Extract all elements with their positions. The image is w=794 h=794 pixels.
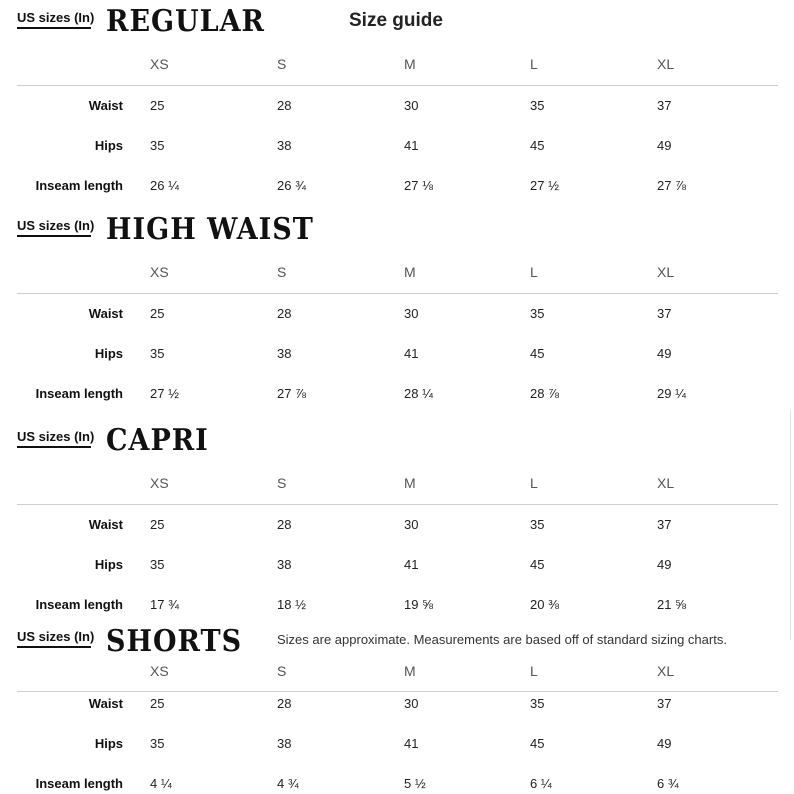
size-column-header: L: [530, 56, 538, 72]
unit-label: US sizes (In): [17, 10, 95, 25]
row-label: Hips: [94, 138, 123, 153]
measurement-cell: 25: [150, 306, 165, 321]
measurement-cell: 41: [404, 138, 419, 153]
measurement-cell: 45: [530, 138, 545, 153]
measurement-cell: 27 ⅞: [277, 386, 306, 401]
measurement-cell: 28 ⅞: [530, 386, 559, 401]
measurement-cell: 21 ⅝: [657, 597, 686, 612]
unit-underline: [17, 646, 91, 648]
size-column-header: XS: [150, 663, 169, 679]
size-column-header: M: [404, 475, 416, 491]
measurement-cell: 27 ½: [150, 386, 179, 401]
measurement-cell: 28: [277, 98, 292, 113]
section-title: CAPRI: [106, 423, 209, 458]
size-column-header: L: [530, 264, 538, 280]
size-column-header: L: [530, 475, 538, 491]
size-column-header: XL: [657, 663, 675, 679]
size-column-header: S: [277, 663, 287, 679]
header-divider: [17, 293, 778, 294]
measurement-cell: 35: [150, 346, 165, 361]
measurement-cell: 49: [657, 346, 672, 361]
measurement-cell: 41: [404, 736, 419, 751]
measurement-cell: 4 ¾: [277, 776, 299, 791]
row-label: Inseam length: [35, 776, 123, 791]
measurement-cell: 38: [277, 736, 292, 751]
measurement-cell: 6 ¾: [657, 776, 679, 791]
unit-label: US sizes (In): [17, 429, 95, 444]
measurement-cell: 38: [277, 138, 292, 153]
size-column-header: XL: [657, 264, 675, 280]
section-title: SHORTS: [106, 624, 243, 659]
measurement-cell: 37: [657, 306, 672, 321]
measurement-cell: 27 ½: [530, 178, 559, 193]
unit-label: US sizes (In): [17, 218, 95, 233]
measurement-cell: 38: [277, 557, 292, 572]
section-title: REGULAR: [106, 4, 265, 39]
size-column-header: XL: [657, 56, 675, 72]
row-label: Waist: [88, 517, 123, 532]
measurement-cell: 17 ¾: [150, 597, 179, 612]
measurement-cell: 18 ½: [277, 597, 306, 612]
measurement-cell: 41: [404, 557, 419, 572]
header-divider: [17, 85, 778, 86]
measurement-cell: 30: [404, 98, 419, 113]
size-column-header: XS: [150, 56, 169, 72]
size-column-header: M: [404, 56, 416, 72]
measurement-cell: 30: [404, 696, 419, 711]
size-column-header: S: [277, 475, 287, 491]
row-label: Waist: [88, 98, 123, 113]
measurement-cell: 45: [530, 557, 545, 572]
measurement-cell: 30: [404, 517, 419, 532]
measurement-cell: 35: [530, 306, 545, 321]
measurement-cell: 25: [150, 98, 165, 113]
measurement-cell: 29 ¼: [657, 386, 686, 401]
measurement-cell: 28: [277, 696, 292, 711]
measurement-cell: 30: [404, 306, 419, 321]
unit-label: US sizes (In): [17, 629, 95, 644]
row-label: Inseam length: [35, 597, 123, 612]
measurement-cell: 27 ⅞: [657, 178, 686, 193]
row-label: Inseam length: [35, 178, 123, 193]
measurement-cell: 26 ¼: [150, 178, 179, 193]
measurement-cell: 45: [530, 346, 545, 361]
measurement-cell: 41: [404, 346, 419, 361]
section-title: HIGH WAIST: [106, 212, 314, 247]
row-label: Waist: [88, 696, 123, 711]
measurement-cell: 45: [530, 736, 545, 751]
measurement-cell: 6 ¼: [530, 776, 552, 791]
measurement-cell: 27 ⅛: [404, 178, 433, 193]
size-column-header: S: [277, 264, 287, 280]
row-label: Hips: [94, 346, 123, 361]
row-label: Waist: [88, 306, 123, 321]
measurement-cell: 19 ⅝: [404, 597, 433, 612]
size-column-header: L: [530, 663, 538, 679]
measurement-cell: 26 ¾: [277, 178, 306, 193]
measurement-cell: 49: [657, 736, 672, 751]
size-column-header: M: [404, 663, 416, 679]
measurement-cell: 25: [150, 696, 165, 711]
row-label: Inseam length: [35, 386, 123, 401]
row-label: Hips: [94, 557, 123, 572]
unit-underline: [17, 27, 91, 29]
measurement-cell: 28: [277, 306, 292, 321]
measurement-cell: 38: [277, 346, 292, 361]
size-column-header: XS: [150, 475, 169, 491]
measurement-cell: 37: [657, 696, 672, 711]
measurement-cell: 20 ⅜: [530, 597, 559, 612]
measurement-cell: 4 ¼: [150, 776, 172, 791]
unit-underline: [17, 235, 91, 237]
measurement-cell: 28: [277, 517, 292, 532]
measurement-cell: 35: [530, 517, 545, 532]
header-divider: [17, 504, 778, 505]
measurement-cell: 5 ½: [404, 776, 426, 791]
header-divider: [17, 691, 778, 692]
measurement-cell: 28 ¼: [404, 386, 433, 401]
measurement-cell: 37: [657, 517, 672, 532]
row-label: Hips: [94, 736, 123, 751]
size-column-header: M: [404, 264, 416, 280]
measurement-cell: 35: [530, 98, 545, 113]
measurement-cell: 35: [150, 557, 165, 572]
scroll-edge: [790, 410, 791, 640]
size-column-header: XL: [657, 475, 675, 491]
unit-underline: [17, 446, 91, 448]
measurement-cell: 35: [150, 138, 165, 153]
measurement-cell: 49: [657, 557, 672, 572]
size-column-header: XS: [150, 264, 169, 280]
measurement-cell: 35: [530, 696, 545, 711]
measurement-cell: 37: [657, 98, 672, 113]
measurement-cell: 35: [150, 736, 165, 751]
size-column-header: S: [277, 56, 287, 72]
measurement-cell: 25: [150, 517, 165, 532]
page-title: Size guide: [349, 10, 443, 31]
measurement-cell: 49: [657, 138, 672, 153]
sizing-note: Sizes are approximate. Measurements are based off of standard sizing charts.: [277, 632, 727, 647]
